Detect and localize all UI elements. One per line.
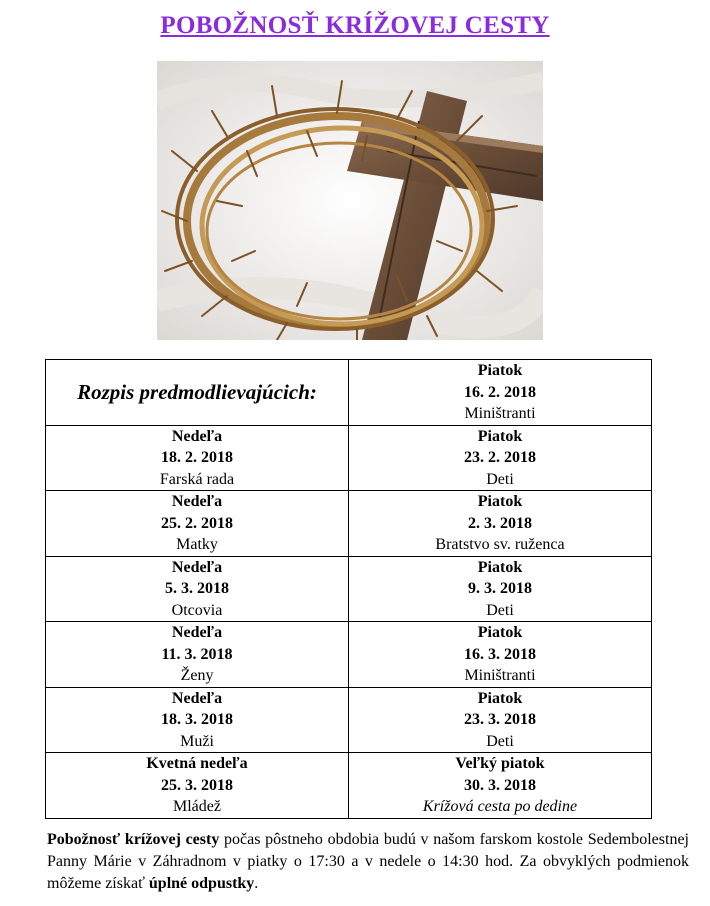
note-bold-indulgence: úplné odpustky (148, 875, 255, 892)
schedule-cell (46, 622, 349, 688)
note-bold-lead: Pobožnosť krížovej cesty (47, 831, 220, 848)
cell-day: Piatok (477, 689, 523, 707)
cell-group: Farská rada (159, 470, 235, 488)
cell-date: 18. 2. 2018 (161, 449, 233, 466)
table-row (46, 491, 652, 557)
cell-group: Krížová cesta po dedine (422, 798, 578, 815)
schedule-cell (349, 622, 652, 688)
schedule-cell (46, 753, 349, 819)
cell-group: Muži (180, 732, 214, 750)
schedule-cell (349, 360, 652, 426)
cell-date: 25. 3. 2018 (161, 776, 233, 794)
cell-group: Deti (486, 601, 514, 619)
cell-day: Nedeľa (171, 689, 223, 707)
schedule-cell (349, 687, 652, 753)
table-row (46, 360, 652, 426)
cell-date: 11. 3. 2018 (161, 645, 233, 663)
cell-date: 5. 3. 2018 (165, 580, 229, 597)
cell-day: Nedeľa (171, 493, 223, 510)
table-row (46, 425, 652, 491)
schedule-cell (46, 687, 349, 753)
cell-date: 23. 3. 2018 (464, 711, 536, 728)
cell-date: 16. 3. 2018 (464, 645, 536, 663)
schedule-cell (349, 753, 652, 819)
cell-day: Nedeľa (171, 624, 223, 641)
schedule-cell (46, 491, 349, 557)
schedule-cell (46, 425, 349, 491)
cell-date: 9. 3. 2018 (468, 580, 532, 597)
schedule-cell (46, 556, 349, 622)
schedule-cell (349, 491, 652, 557)
table-row (46, 687, 652, 753)
cell-day: Piatok (477, 624, 523, 641)
note-text: počas pôstneho obdobia budú v našom farskom kostole Sedembolestnej Panny Márie v Záhradnom v piatky o 17:30 a v nedele o 14:30 hod. Za obvyklých podmienok môžeme získať (47, 831, 690, 892)
cell-day: Piatok (477, 558, 523, 576)
cell-date: 25. 2. 2018 (161, 514, 233, 532)
cell-date: 16. 2. 2018 (464, 383, 536, 401)
cell-group: Mládež (173, 798, 221, 815)
cell-day: Veľký piatok (455, 755, 545, 772)
table-row (46, 622, 652, 688)
cell-group: Matky (176, 536, 218, 553)
cell-group: Otcovia (171, 601, 223, 619)
table-row (46, 556, 652, 622)
schedule-table (45, 359, 652, 819)
info-paragraph (47, 829, 689, 895)
cell-date: 30. 3. 2018 (464, 776, 536, 794)
schedule-header-label: Rozpis predmodlievajúcich: (46, 360, 349, 426)
cell-day: Kvetná nedeľa (146, 755, 248, 772)
schedule-cell (349, 556, 652, 622)
cell-day: Nedeľa (171, 427, 223, 445)
cell-group: Bratstvo sv. ruženca (435, 536, 565, 553)
cell-date: 18. 3. 2018 (161, 711, 233, 728)
cell-day: Nedeľa (171, 558, 223, 576)
cell-group: Deti (486, 732, 514, 750)
cell-day: Piatok (477, 362, 523, 379)
schedule-cell (349, 425, 652, 491)
page-title: POBOŽNOSŤ KRÍŽOVEJ CESTY (160, 12, 550, 39)
cell-day: Piatok (477, 493, 523, 510)
note-text-end: . (254, 875, 259, 892)
table-row (46, 753, 652, 819)
cell-date: 2. 3. 2018 (468, 514, 532, 532)
cell-group: Ženy (180, 667, 214, 684)
cell-day: Piatok (477, 427, 523, 445)
cell-group: Miništranti (464, 667, 536, 684)
cell-date: 23. 2. 2018 (464, 449, 536, 466)
cell-group: Deti (486, 470, 514, 488)
crown-of-thorns-cross-icon (157, 61, 543, 340)
cell-group: Miništranti (464, 405, 536, 422)
